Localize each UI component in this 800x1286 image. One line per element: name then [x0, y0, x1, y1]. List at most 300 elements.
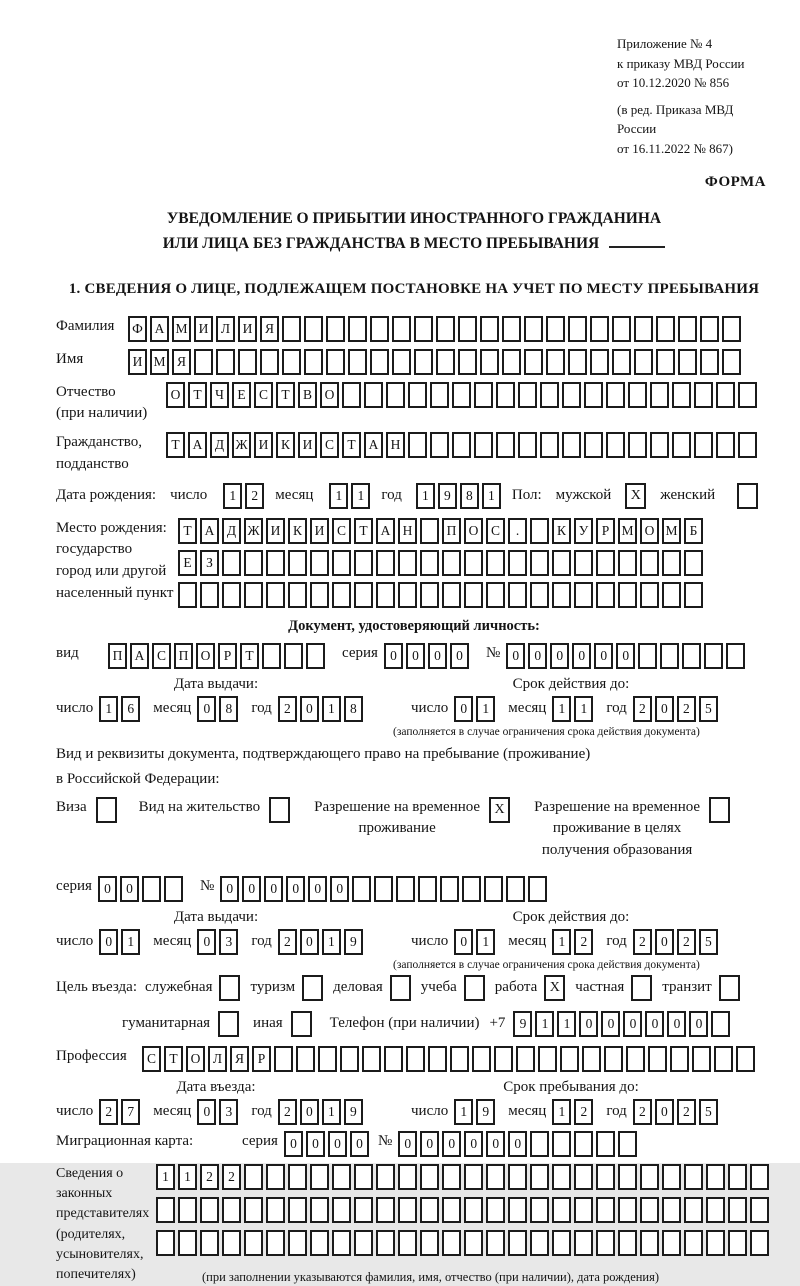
cell[interactable]	[408, 382, 427, 408]
cell[interactable]	[508, 1164, 527, 1190]
cell[interactable]	[508, 582, 527, 608]
cell[interactable]	[662, 582, 681, 608]
cell[interactable]: Т	[188, 382, 207, 408]
cell[interactable]	[398, 1197, 417, 1223]
cell[interactable]: 0	[550, 643, 569, 669]
sex-female-checkbox[interactable]	[737, 483, 758, 509]
cell[interactable]	[440, 876, 459, 902]
birth-year-cells[interactable]	[416, 483, 504, 509]
cell[interactable]	[670, 1046, 689, 1072]
cell[interactable]: 0	[308, 876, 327, 902]
cell[interactable]	[596, 550, 615, 576]
cell[interactable]	[528, 876, 547, 902]
cell[interactable]	[530, 1164, 549, 1190]
cell[interactable]: 1	[482, 483, 501, 509]
cell[interactable]	[430, 432, 449, 458]
cell[interactable]	[464, 550, 483, 576]
cell[interactable]: 0	[300, 696, 319, 722]
cell[interactable]	[538, 1046, 557, 1072]
cell[interactable]	[582, 1046, 601, 1072]
purpose-work-checkbox[interactable]: X	[544, 975, 565, 1001]
cell[interactable]: Т	[178, 518, 197, 544]
cell[interactable]: С	[142, 1046, 161, 1072]
cell[interactable]	[678, 349, 697, 375]
cell[interactable]	[750, 1164, 769, 1190]
cell[interactable]	[662, 1197, 681, 1223]
cell[interactable]	[282, 316, 301, 342]
cell[interactable]	[442, 1230, 461, 1256]
cell[interactable]: 0	[450, 643, 469, 669]
cell[interactable]	[640, 582, 659, 608]
cell[interactable]	[398, 550, 417, 576]
cell[interactable]	[640, 1164, 659, 1190]
cell[interactable]	[392, 349, 411, 375]
cell[interactable]	[552, 1164, 571, 1190]
cell[interactable]	[266, 550, 285, 576]
cell[interactable]: И	[128, 349, 147, 375]
entry-day-cells[interactable]	[99, 1099, 143, 1125]
entry-year-cells[interactable]	[278, 1099, 366, 1125]
cell[interactable]	[650, 382, 669, 408]
cell[interactable]	[656, 316, 675, 342]
purpose-humanitarian-checkbox[interactable]	[218, 1011, 239, 1037]
cell[interactable]	[266, 1230, 285, 1256]
cell[interactable]	[288, 550, 307, 576]
cell[interactable]	[634, 316, 653, 342]
cell[interactable]	[628, 382, 647, 408]
cell[interactable]	[452, 432, 471, 458]
cell[interactable]: 0	[300, 929, 319, 955]
cell[interactable]: 1	[121, 929, 140, 955]
cell[interactable]	[546, 349, 565, 375]
cell[interactable]	[354, 1230, 373, 1256]
cell[interactable]	[640, 1197, 659, 1223]
cell[interactable]	[540, 432, 559, 458]
cell[interactable]	[244, 1197, 263, 1223]
cell[interactable]: В	[298, 382, 317, 408]
cell[interactable]: 0	[645, 1011, 664, 1037]
cell[interactable]	[618, 550, 637, 576]
cell[interactable]: 9	[344, 1099, 363, 1125]
cell[interactable]	[296, 1046, 315, 1072]
cell[interactable]	[716, 382, 735, 408]
cell[interactable]	[694, 382, 713, 408]
cell[interactable]: Ж	[244, 518, 263, 544]
cell[interactable]	[562, 432, 581, 458]
cell[interactable]	[414, 349, 433, 375]
cell[interactable]	[700, 349, 719, 375]
cell[interactable]: Я	[230, 1046, 249, 1072]
cell[interactable]	[310, 550, 329, 576]
cell[interactable]	[178, 1230, 197, 1256]
cell[interactable]	[406, 1046, 425, 1072]
purpose-private-checkbox[interactable]	[631, 975, 652, 1001]
cell[interactable]	[332, 1164, 351, 1190]
cell[interactable]: 5	[699, 696, 718, 722]
cell[interactable]	[546, 316, 565, 342]
cell[interactable]: 2	[278, 696, 297, 722]
cell[interactable]: .	[508, 518, 527, 544]
cell[interactable]	[722, 349, 741, 375]
residence-number-cells[interactable]	[220, 876, 550, 902]
cell[interactable]: 1	[557, 1011, 576, 1037]
cell[interactable]: 0	[464, 1131, 483, 1157]
cell[interactable]: И	[238, 316, 257, 342]
cell[interactable]	[590, 316, 609, 342]
cell[interactable]	[486, 1164, 505, 1190]
cell[interactable]: 0	[120, 876, 139, 902]
cell[interactable]: П	[442, 518, 461, 544]
cell[interactable]	[420, 1197, 439, 1223]
cell[interactable]: Л	[208, 1046, 227, 1072]
cell[interactable]	[706, 1164, 725, 1190]
birth-month-cells[interactable]	[329, 483, 373, 509]
cell[interactable]	[524, 349, 543, 375]
cell[interactable]	[502, 316, 521, 342]
cell[interactable]: 2	[200, 1164, 219, 1190]
cell[interactable]	[464, 582, 483, 608]
cell[interactable]	[612, 316, 631, 342]
cell[interactable]	[436, 349, 455, 375]
cell[interactable]	[376, 1164, 395, 1190]
cell[interactable]: И	[310, 518, 329, 544]
cell[interactable]: Р	[596, 518, 615, 544]
cell[interactable]	[354, 1197, 373, 1223]
cell[interactable]	[362, 1046, 381, 1072]
cell[interactable]	[282, 349, 301, 375]
cell[interactable]	[310, 1197, 329, 1223]
cell[interactable]	[552, 1197, 571, 1223]
cell[interactable]: О	[186, 1046, 205, 1072]
profession-cells[interactable]	[142, 1046, 758, 1072]
cell[interactable]	[486, 582, 505, 608]
cell[interactable]	[750, 1197, 769, 1223]
cell[interactable]	[618, 1197, 637, 1223]
cell[interactable]: А	[364, 432, 383, 458]
citizenship-cells[interactable]	[166, 432, 760, 458]
cell[interactable]: М	[150, 349, 169, 375]
cell[interactable]	[376, 1230, 395, 1256]
cell[interactable]	[596, 1230, 615, 1256]
cell[interactable]: 0	[486, 1131, 505, 1157]
cell[interactable]: А	[376, 518, 395, 544]
cell[interactable]	[408, 432, 427, 458]
birth-day-cells[interactable]	[223, 483, 267, 509]
cell[interactable]: 0	[284, 1131, 303, 1157]
cell[interactable]: 9	[513, 1011, 532, 1037]
stay-year-cells[interactable]	[633, 1099, 721, 1125]
residence-valid-day-cells[interactable]	[454, 929, 498, 955]
cell[interactable]: О	[640, 518, 659, 544]
cell[interactable]: М	[662, 518, 681, 544]
cell[interactable]	[200, 1197, 219, 1223]
purpose-tourism-checkbox[interactable]	[302, 975, 323, 1001]
residence-series-cells[interactable]	[98, 876, 186, 902]
valid-month-cells[interactable]	[552, 696, 596, 722]
cell[interactable]	[274, 1046, 293, 1072]
cell[interactable]	[640, 1230, 659, 1256]
cell[interactable]: Л	[216, 316, 235, 342]
cell[interactable]	[552, 550, 571, 576]
cell[interactable]: С	[254, 382, 273, 408]
cell[interactable]: Р	[218, 643, 237, 669]
cell[interactable]	[222, 550, 241, 576]
cell[interactable]	[288, 1197, 307, 1223]
cell[interactable]	[728, 1197, 747, 1223]
cell[interactable]	[480, 316, 499, 342]
cell[interactable]	[420, 582, 439, 608]
cell[interactable]: М	[172, 316, 191, 342]
cell[interactable]	[684, 1164, 703, 1190]
cell[interactable]	[516, 1046, 535, 1072]
cell[interactable]: 9	[476, 1099, 495, 1125]
cell[interactable]: 0	[420, 1131, 439, 1157]
cell[interactable]	[508, 550, 527, 576]
cell[interactable]: 0	[623, 1011, 642, 1037]
cell[interactable]: 0	[99, 929, 118, 955]
cell[interactable]: 0	[330, 876, 349, 902]
cell[interactable]	[656, 349, 675, 375]
cell[interactable]	[706, 1230, 725, 1256]
cell[interactable]	[376, 1197, 395, 1223]
cell[interactable]: 0	[197, 1099, 216, 1125]
temp-residence-checkbox[interactable]: X	[489, 797, 510, 823]
entry-month-cells[interactable]	[197, 1099, 241, 1125]
cell[interactable]: Д	[210, 432, 229, 458]
cell[interactable]: 0	[508, 1131, 527, 1157]
cell[interactable]	[530, 1197, 549, 1223]
cell[interactable]	[396, 876, 415, 902]
cell[interactable]: 1	[416, 483, 435, 509]
cell[interactable]	[574, 1131, 593, 1157]
cell[interactable]	[486, 550, 505, 576]
cell[interactable]: 2	[278, 929, 297, 955]
cell[interactable]	[200, 582, 219, 608]
cell[interactable]: О	[464, 518, 483, 544]
stay-day-cells[interactable]	[454, 1099, 498, 1125]
doc-kind-cells[interactable]	[108, 643, 328, 669]
cell[interactable]	[706, 1197, 725, 1223]
cell[interactable]: М	[618, 518, 637, 544]
cell[interactable]	[590, 349, 609, 375]
cell[interactable]	[418, 876, 437, 902]
doc-series-cells[interactable]	[384, 643, 472, 669]
birth-place-row2-cells[interactable]	[178, 550, 706, 576]
cell[interactable]	[398, 1230, 417, 1256]
cell[interactable]	[678, 316, 697, 342]
cell[interactable]: 2	[677, 1099, 696, 1125]
cell[interactable]: 0	[572, 643, 591, 669]
cell[interactable]: 0	[220, 876, 239, 902]
cell[interactable]	[392, 316, 411, 342]
cell[interactable]	[354, 550, 373, 576]
cell[interactable]: 8	[344, 696, 363, 722]
cell[interactable]: 0	[286, 876, 305, 902]
cell[interactable]	[310, 1230, 329, 1256]
cell[interactable]: 0	[506, 643, 525, 669]
purpose-official-checkbox[interactable]	[219, 975, 240, 1001]
cell[interactable]	[486, 1197, 505, 1223]
cell[interactable]	[552, 1230, 571, 1256]
cell[interactable]: 2	[574, 929, 593, 955]
cell[interactable]: Ф	[128, 316, 147, 342]
representatives-row1-cells[interactable]	[156, 1164, 772, 1190]
cell[interactable]: 0	[442, 1131, 461, 1157]
cell[interactable]: Т	[164, 1046, 183, 1072]
cell[interactable]	[398, 582, 417, 608]
cell[interactable]	[244, 1230, 263, 1256]
cell[interactable]	[414, 316, 433, 342]
cell[interactable]: 5	[699, 929, 718, 955]
cell[interactable]	[194, 349, 213, 375]
cell[interactable]	[650, 432, 669, 458]
cell[interactable]	[480, 349, 499, 375]
cell[interactable]: 2	[99, 1099, 118, 1125]
firstname-cells[interactable]	[128, 349, 744, 375]
migration-number-cells[interactable]	[398, 1131, 640, 1157]
cell[interactable]	[374, 876, 393, 902]
cell[interactable]: 2	[245, 483, 264, 509]
residence-valid-year-cells[interactable]	[633, 929, 721, 955]
cell[interactable]: С	[332, 518, 351, 544]
cell[interactable]	[464, 1164, 483, 1190]
cell[interactable]: 0	[579, 1011, 598, 1037]
issue-year-cells[interactable]	[278, 696, 366, 722]
cell[interactable]	[332, 1230, 351, 1256]
cell[interactable]	[288, 582, 307, 608]
cell[interactable]	[318, 1046, 337, 1072]
cell[interactable]: Т	[354, 518, 373, 544]
cell[interactable]: И	[266, 518, 285, 544]
cell[interactable]: Е	[178, 550, 197, 576]
cell[interactable]: К	[288, 518, 307, 544]
cell[interactable]	[222, 1230, 241, 1256]
cell[interactable]: 1	[476, 696, 495, 722]
cell[interactable]	[552, 1131, 571, 1157]
cell[interactable]	[700, 316, 719, 342]
cell[interactable]: Д	[222, 518, 241, 544]
cell[interactable]: 1	[223, 483, 242, 509]
cell[interactable]: А	[188, 432, 207, 458]
cell[interactable]: 1	[351, 483, 370, 509]
cell[interactable]: 0	[667, 1011, 686, 1037]
cell[interactable]	[552, 582, 571, 608]
cell[interactable]: 8	[219, 696, 238, 722]
cell[interactable]: 1	[476, 929, 495, 955]
cell[interactable]	[574, 1164, 593, 1190]
cell[interactable]	[354, 1164, 373, 1190]
cell[interactable]	[596, 1131, 615, 1157]
cell[interactable]	[508, 1230, 527, 1256]
cell[interactable]	[634, 349, 653, 375]
cell[interactable]: 0	[655, 696, 674, 722]
cell[interactable]: 0	[306, 1131, 325, 1157]
cell[interactable]	[596, 1197, 615, 1223]
cell[interactable]	[458, 316, 477, 342]
cell[interactable]	[442, 1197, 461, 1223]
cell[interactable]: 0	[454, 696, 473, 722]
cell[interactable]: 0	[528, 643, 547, 669]
cell[interactable]: 0	[454, 929, 473, 955]
cell[interactable]	[626, 1046, 645, 1072]
cell[interactable]	[266, 1164, 285, 1190]
cell[interactable]: 0	[300, 1099, 319, 1125]
cell[interactable]	[722, 316, 741, 342]
cell[interactable]: 0	[98, 876, 117, 902]
cell[interactable]: Я	[260, 316, 279, 342]
cell[interactable]	[326, 316, 345, 342]
cell[interactable]: Т	[166, 432, 185, 458]
cell[interactable]: 2	[677, 696, 696, 722]
cell[interactable]	[310, 582, 329, 608]
cell[interactable]: Е	[232, 382, 251, 408]
cell[interactable]: 3	[219, 929, 238, 955]
cell[interactable]	[442, 1164, 461, 1190]
cell[interactable]	[606, 432, 625, 458]
valid-year-cells[interactable]	[633, 696, 721, 722]
cell[interactable]	[506, 876, 525, 902]
cell[interactable]	[376, 582, 395, 608]
cell[interactable]	[450, 1046, 469, 1072]
cell[interactable]: 2	[677, 929, 696, 955]
cell[interactable]: 1	[535, 1011, 554, 1037]
cell[interactable]: 0	[601, 1011, 620, 1037]
cell[interactable]	[472, 1046, 491, 1072]
cell[interactable]	[508, 1197, 527, 1223]
cell[interactable]: 1	[552, 929, 571, 955]
cell[interactable]	[738, 382, 757, 408]
cell[interactable]	[376, 550, 395, 576]
cell[interactable]	[464, 1197, 483, 1223]
cell[interactable]	[684, 550, 703, 576]
cell[interactable]	[662, 1164, 681, 1190]
cell[interactable]: 0	[328, 1131, 347, 1157]
cell[interactable]	[562, 382, 581, 408]
cell[interactable]	[352, 876, 371, 902]
cell[interactable]: 1	[322, 1099, 341, 1125]
cell[interactable]	[574, 1197, 593, 1223]
cell[interactable]	[684, 582, 703, 608]
cell[interactable]	[420, 1164, 439, 1190]
cell[interactable]	[262, 643, 281, 669]
cell[interactable]	[430, 382, 449, 408]
cell[interactable]	[662, 550, 681, 576]
cell[interactable]	[370, 316, 389, 342]
stay-month-cells[interactable]	[552, 1099, 596, 1125]
cell[interactable]: И	[298, 432, 317, 458]
cell[interactable]: И	[194, 316, 213, 342]
cell[interactable]: Т	[240, 643, 259, 669]
cell[interactable]	[618, 582, 637, 608]
birth-place-row1-cells[interactable]	[178, 518, 706, 544]
cell[interactable]: Ч	[210, 382, 229, 408]
cell[interactable]	[574, 550, 593, 576]
cell[interactable]: 0	[406, 643, 425, 669]
cell[interactable]: 2	[633, 696, 652, 722]
cell[interactable]	[684, 1230, 703, 1256]
cell[interactable]	[618, 1131, 637, 1157]
residence-issue-day-cells[interactable]	[99, 929, 143, 955]
cell[interactable]	[304, 316, 323, 342]
cell[interactable]	[142, 876, 161, 902]
cell[interactable]: У	[574, 518, 593, 544]
residence-valid-month-cells[interactable]	[552, 929, 596, 955]
cell[interactable]	[494, 1046, 513, 1072]
cell[interactable]: 1	[329, 483, 348, 509]
cell[interactable]	[332, 1197, 351, 1223]
cell[interactable]	[386, 382, 405, 408]
cell[interactable]	[618, 1230, 637, 1256]
